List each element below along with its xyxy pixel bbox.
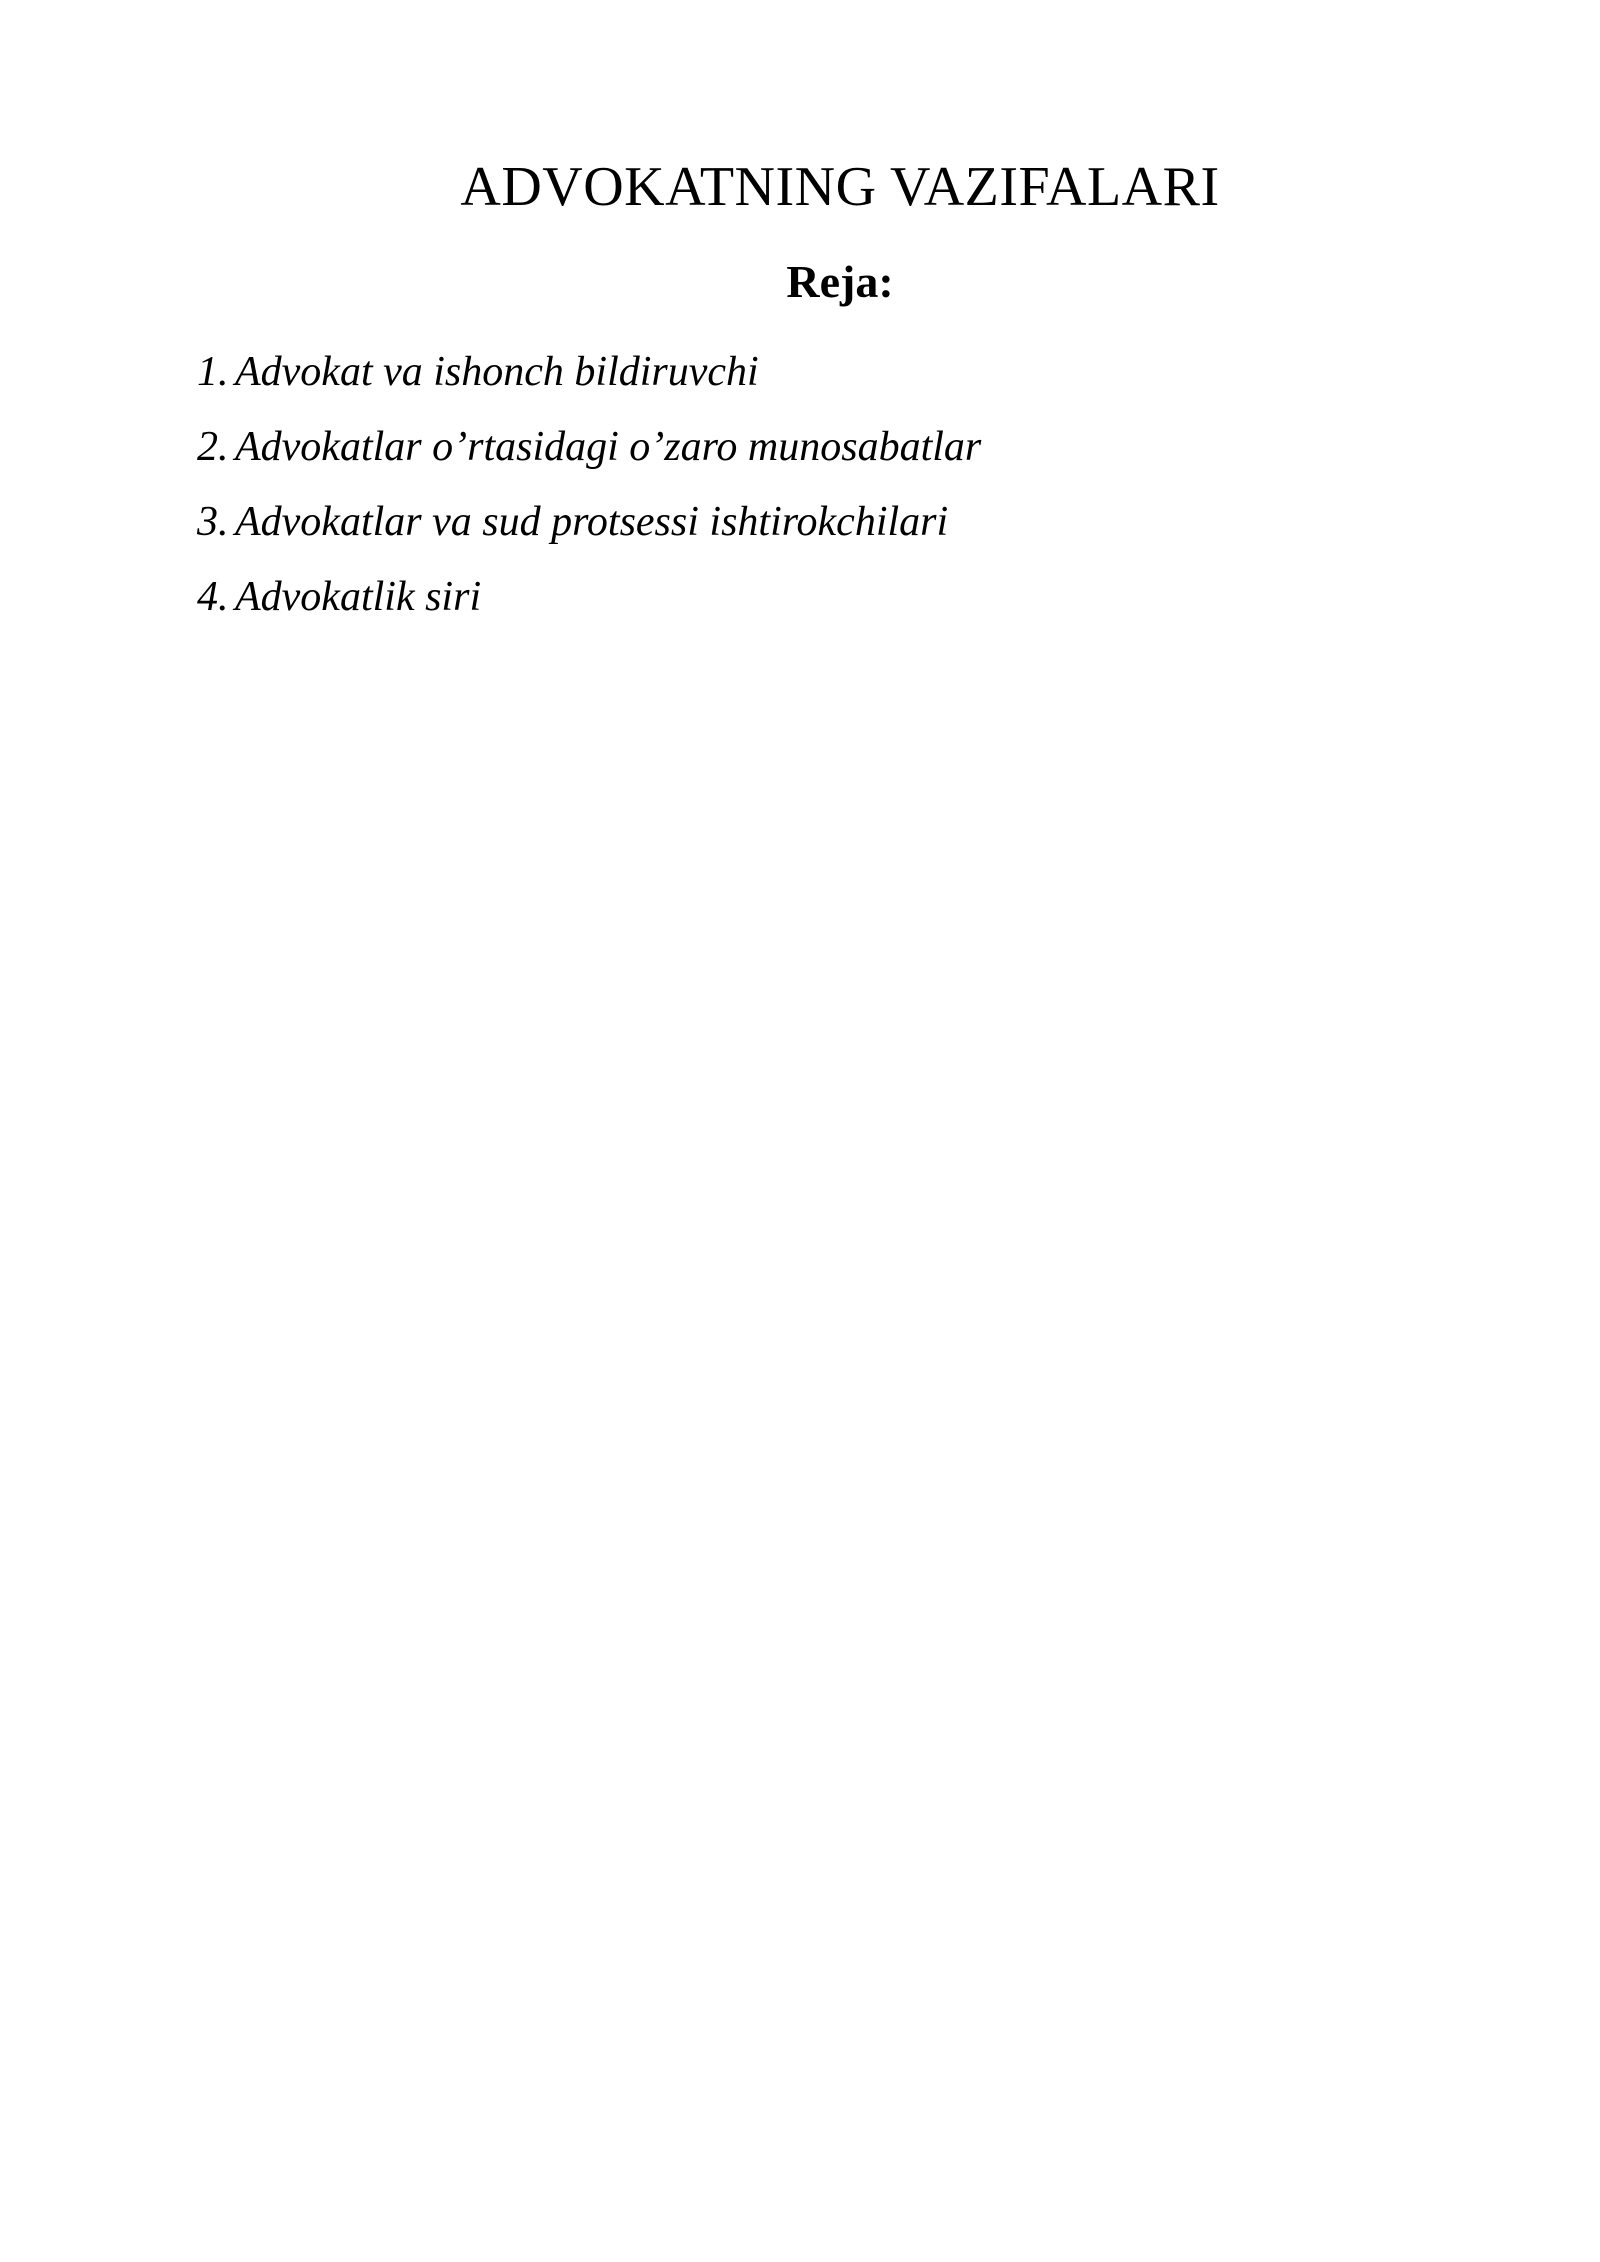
plan-item	[197, 335, 981, 410]
plan-item-text: Advokatlik siri	[235, 574, 482, 620]
plan-heading: Reja:	[786, 256, 894, 307]
plan-item-text: Advokatlar o’rtasidagi o’zaro munosabatlar	[235, 424, 982, 470]
plan-item-number: 1.	[197, 349, 229, 395]
plan-item-number: 4.	[197, 574, 229, 620]
plan-item	[197, 485, 981, 560]
document-title: ADVOKATNING VAZIFALARI	[460, 156, 1220, 218]
plan-item-text: Advokatlar va sud protsessi ishtirokchilari	[235, 499, 949, 545]
plan-item	[197, 410, 981, 485]
plan-item	[197, 560, 981, 635]
plan-item-text: Advokat va ishonch bildiruvchi	[235, 349, 759, 395]
plan-item-number: 3.	[197, 499, 229, 545]
plan-list	[197, 335, 981, 635]
plan-item-number: 2.	[197, 424, 229, 470]
